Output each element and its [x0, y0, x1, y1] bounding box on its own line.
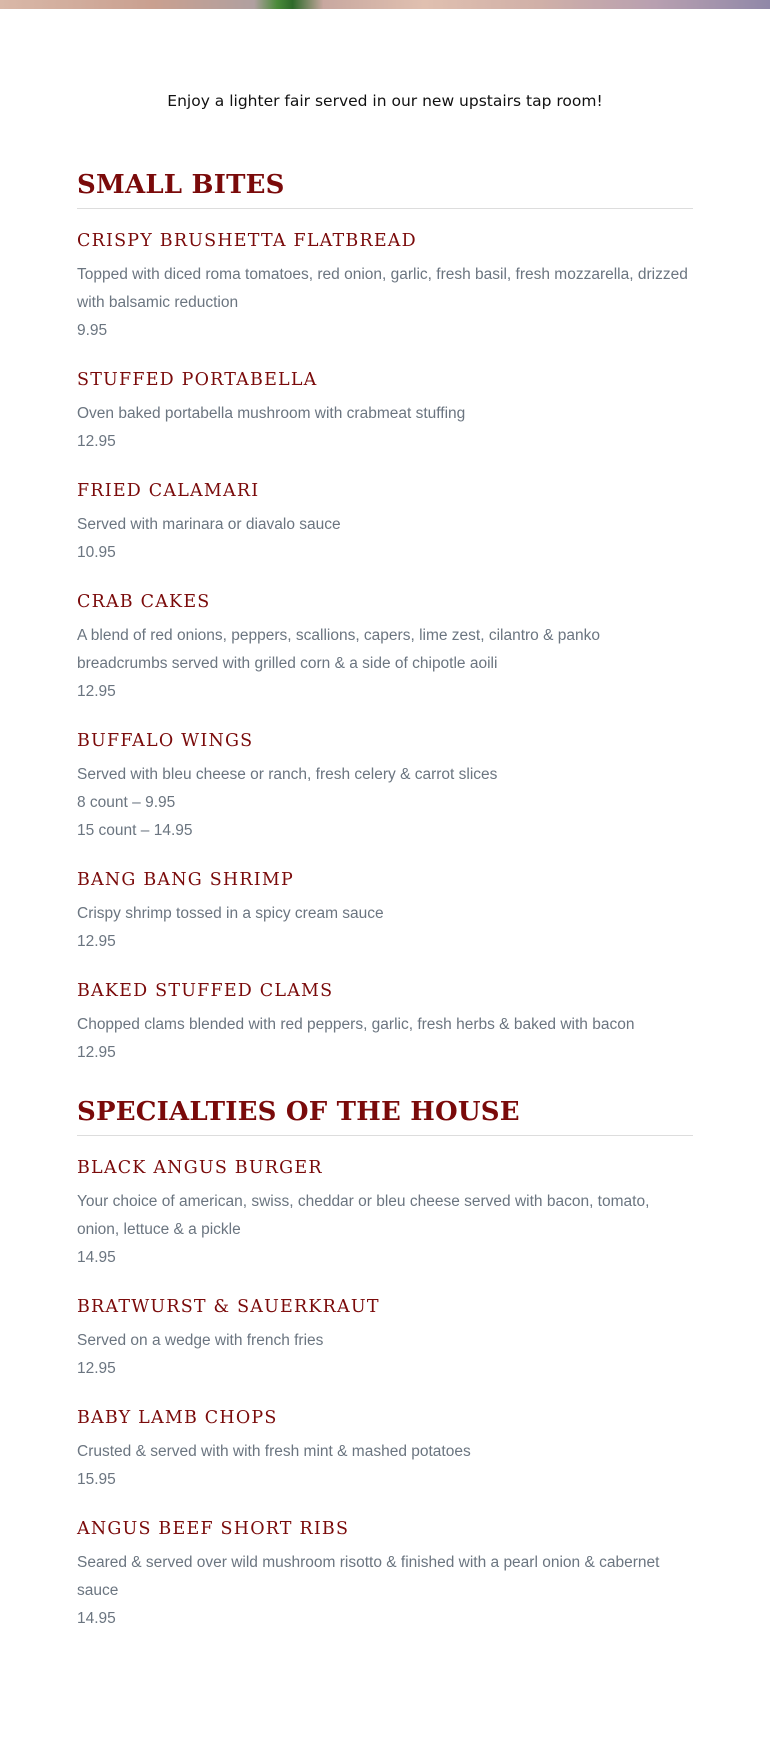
item-description: A blend of red onions, peppers, scallions, capers, lime zest, cilantro & panko breadcrumbs served with grilled corn & a side of chipotle aoili [77, 627, 600, 672]
item-description: Crusted & served with with fresh mint & mashed potatoes [77, 1443, 471, 1460]
item-description: Your choice of american, swiss, cheddar or bleu cheese served with bacon, tomato, onion, lettuce & a pickle [77, 1193, 650, 1238]
item-name: CRAB CAKES [77, 592, 211, 612]
menu-item [77, 1519, 693, 1633]
item-description: Served with bleu cheese or ranch, fresh celery & carrot slices [77, 766, 498, 783]
item-price: 9.95 [77, 322, 108, 339]
item-name: BRATWURST & SAUERKRAUT [77, 1297, 380, 1317]
menu-content [77, 170, 693, 1633]
intro-text: Enjoy a lighter fair served in our new upstairs tap room! [167, 92, 603, 110]
item-name: BAKED STUFFED CLAMS [77, 981, 334, 1001]
item-price: 12.95 [77, 1044, 116, 1061]
menu-item [77, 370, 693, 456]
menu-section [77, 1097, 693, 1633]
item-price: 12.95 [77, 683, 116, 700]
menu-item [77, 731, 693, 845]
item-price: 15 count – 14.95 [77, 822, 193, 839]
item-name: BUFFALO WINGS [77, 731, 254, 751]
item-name: CRISPY BRUSHETTA FLATBREAD [77, 231, 417, 251]
item-name: BABY LAMB CHOPS [77, 1408, 278, 1428]
menu-item [77, 870, 693, 956]
menu-item [77, 592, 693, 706]
item-price: 8 count – 9.95 [77, 794, 176, 811]
item-description: Served with marinara or diavalo sauce [77, 516, 341, 533]
item-price: 12.95 [77, 433, 116, 450]
item-name: BANG BANG SHRIMP [77, 870, 294, 890]
hero-image-strip [0, 0, 770, 9]
item-description: Oven baked portabella mushroom with crabmeat stuffing [77, 405, 466, 422]
section-title: SPECIALTIES OF THE HOUSE [77, 1097, 693, 1136]
item-price: 15.95 [77, 1471, 116, 1488]
menu-item [77, 1297, 693, 1383]
menu-item [77, 231, 693, 345]
item-description: Seared & served over wild mushroom risotto & finished with a pearl onion & cabernet sauce [77, 1554, 660, 1599]
item-name: STUFFED PORTABELLA [77, 370, 318, 390]
menu-item [77, 981, 693, 1067]
item-price: 14.95 [77, 1610, 116, 1627]
item-description: Topped with diced roma tomatoes, red onion, garlic, fresh basil, fresh mozzarella, drizzed with balsamic reduction [77, 266, 688, 311]
menu-section [77, 170, 693, 1067]
section-title: SMALL BITES [77, 170, 693, 209]
item-price: 12.95 [77, 933, 116, 950]
item-description: Chopped clams blended with red peppers, garlic, fresh herbs & baked with bacon [77, 1016, 635, 1033]
item-description: Crispy shrimp tossed in a spicy cream sauce [77, 905, 384, 922]
item-price: 12.95 [77, 1360, 116, 1377]
menu-item [77, 1158, 693, 1272]
item-name: ANGUS BEEF SHORT RIBS [77, 1519, 350, 1539]
item-name: FRIED CALAMARI [77, 481, 260, 501]
item-description: Served on a wedge with french fries [77, 1332, 324, 1349]
item-price: 14.95 [77, 1249, 116, 1266]
item-price: 10.95 [77, 544, 116, 561]
menu-item [77, 481, 693, 567]
item-name: BLACK ANGUS BURGER [77, 1158, 323, 1178]
menu-item [77, 1408, 693, 1494]
